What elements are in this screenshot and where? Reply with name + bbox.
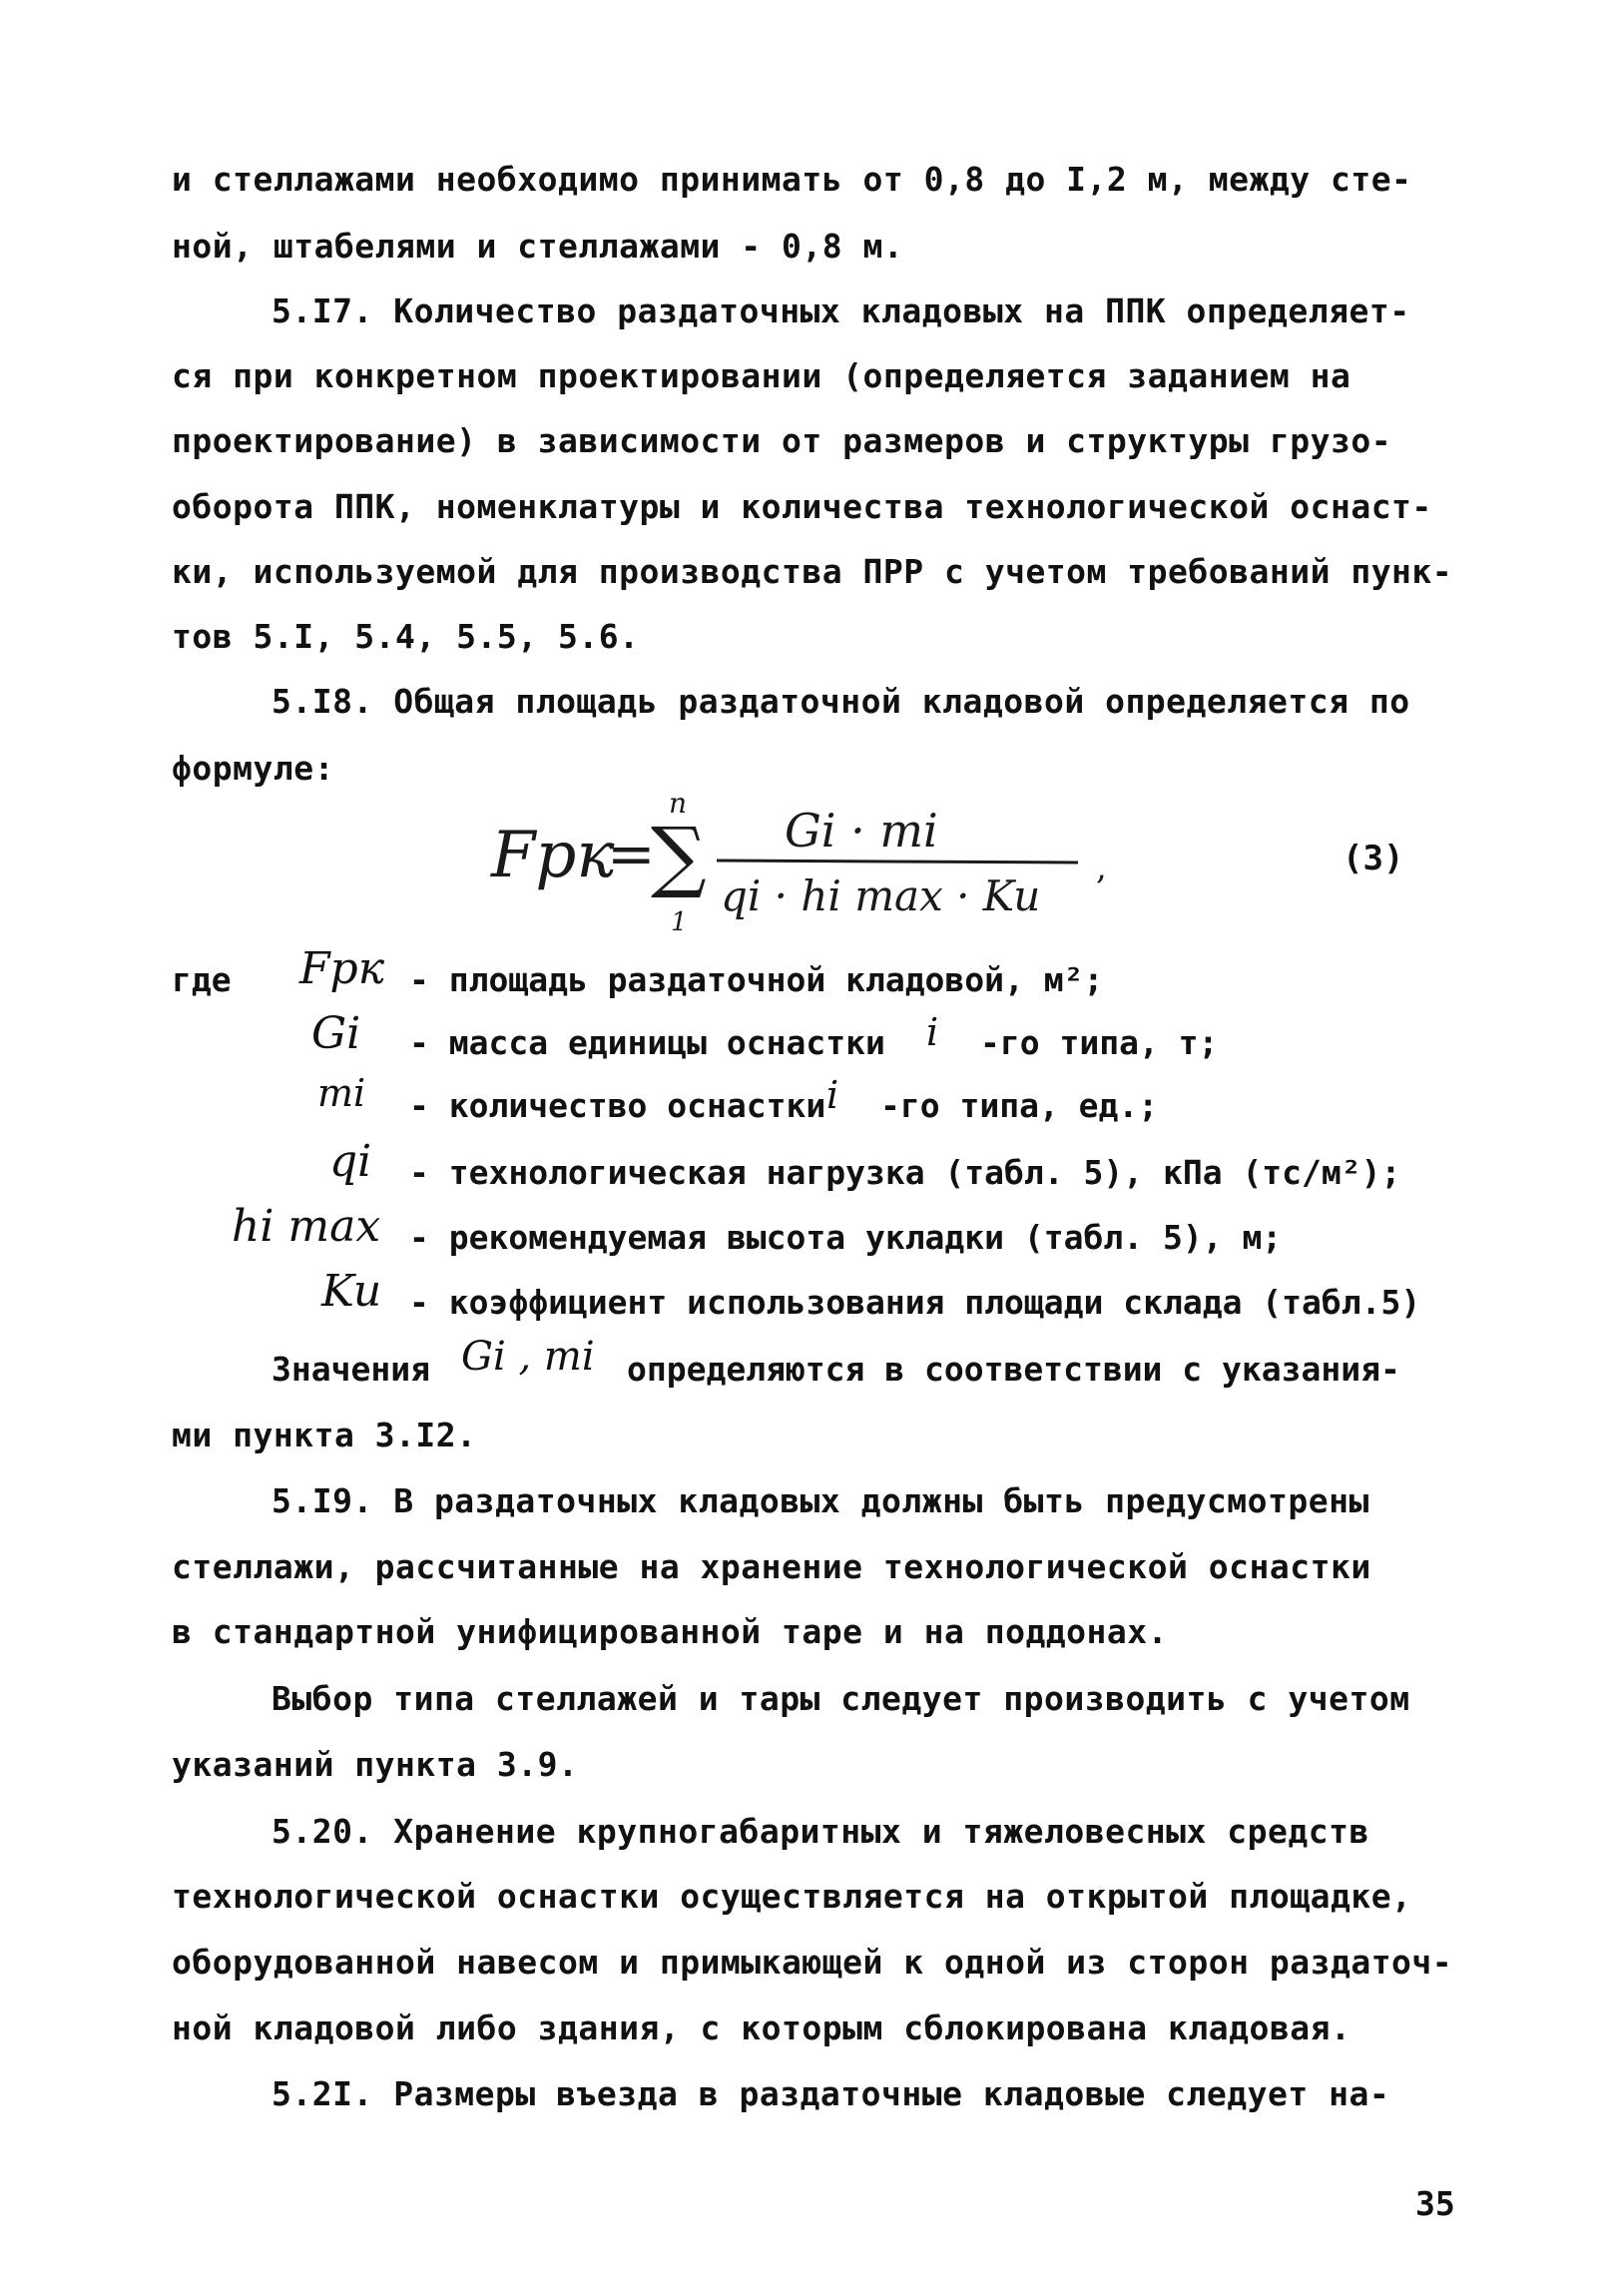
sum-upper: n (669, 789, 688, 820)
formula-drawing (489, 789, 1128, 938)
text-line: ми пункта 3.I2. (172, 1416, 477, 1454)
text-line: оборота ППК, номенклатуры и количества технологической оснаст- (172, 487, 1432, 526)
symbol-i: i (926, 1010, 939, 1054)
sum-sign: ∑ (651, 812, 707, 901)
text-line: ся при конкретном проектировании (определяется заданием на (172, 356, 1351, 395)
text-line: оборудованной навесом и примыкающей к одной из сторон раздаточ- (172, 1943, 1453, 1982)
definition: - коэффициент использования площади склада (табл.5) (409, 1283, 1421, 1322)
text-line: тов 5.I, 5.4, 5.5, 5.6. (172, 617, 640, 656)
definition: - площадь раздаточной кладовой, м²; (409, 960, 1104, 999)
definition: - рекомендуемая высота укладки (табл. 5), м; (409, 1218, 1283, 1257)
text-line: стеллажи, рассчитанные на хранение технологической оснастки (172, 1547, 1371, 1586)
formula-numerator: Gi · mi (785, 804, 938, 858)
definition: -го типа, ед.; (880, 1086, 1159, 1125)
definition: - технологическая нагрузка (табл. 5), кПа (тс/м²); (409, 1153, 1401, 1192)
text-line: ки, используемой для производства ПРР с учетом требований пунк- (172, 552, 1453, 591)
formula-equals: = (607, 820, 656, 887)
symbol-q: qi (329, 1136, 372, 1187)
definition: -го типа, т; (980, 1023, 1219, 1062)
text-line: определяются в соответствии с указания- (627, 1350, 1400, 1389)
symbol-G-m: Gi , mi (461, 1334, 595, 1380)
formula-denominator: qi · hi max · Ku (721, 871, 1041, 920)
formula-comma: , (1096, 848, 1107, 887)
text-line: в стандартной унифицированной таре и на поддонах. (172, 1612, 1169, 1651)
formula (489, 789, 1128, 938)
text-line: 5.I9. В раздаточных кладовых должны быть предусмотрены (271, 1481, 1369, 1520)
text-line: проектирование) в зависимости от размеров и структуры грузо- (172, 421, 1392, 460)
text-line: технологической оснастки осуществляется на открытой площадке, (172, 1877, 1412, 1916)
sum-lower: 1 (671, 907, 688, 937)
text-line: 5.20. Хранение крупногабаритных и тяжеловесных средств (271, 1812, 1369, 1851)
symbol-K: Ku (321, 1266, 382, 1317)
text-line: Значения (271, 1350, 430, 1389)
symbol-m: mi (317, 1071, 366, 1115)
text-line: и стеллажами необходимо принимать от 0,8 до I,2 м, между сте- (172, 160, 1412, 199)
where-label: где (172, 960, 232, 999)
text-line: 5.2I. Размеры въезда в раздаточные кладовые следует на- (271, 2074, 1390, 2113)
text-line: формуле: (172, 749, 334, 788)
symbol-i: i (826, 1073, 839, 1117)
symbol-h: hi max (232, 1201, 381, 1252)
text-line: указаний пункта 3.9. (172, 1745, 579, 1784)
text-line: 5.I7. Количество раздаточных кладовых на ППК определяет- (271, 291, 1410, 330)
symbol-F: Fрк (299, 943, 384, 994)
definition: - масса единицы оснастки (409, 1023, 885, 1062)
text-line: ной, штабелями и стеллажами - 0,8 м. (172, 227, 904, 266)
page-number: 35 (1415, 2184, 1455, 2223)
definition: - количество оснастки (409, 1086, 826, 1125)
fraction-bar (717, 861, 1078, 862)
text-line: Выбор типа стеллажей и тары следует производить с учетом (271, 1679, 1410, 1718)
text-line: 5.I8. Общая площадь раздаточной кладовой определяется по (271, 682, 1410, 721)
formula-lhs: Fрк (491, 819, 615, 892)
symbol-G: Gi (311, 1008, 361, 1059)
text-line: ной кладовой либо здания, с которым сблокирована кладовая. (172, 2009, 1351, 2047)
equation-number: (3) (1343, 839, 1404, 878)
